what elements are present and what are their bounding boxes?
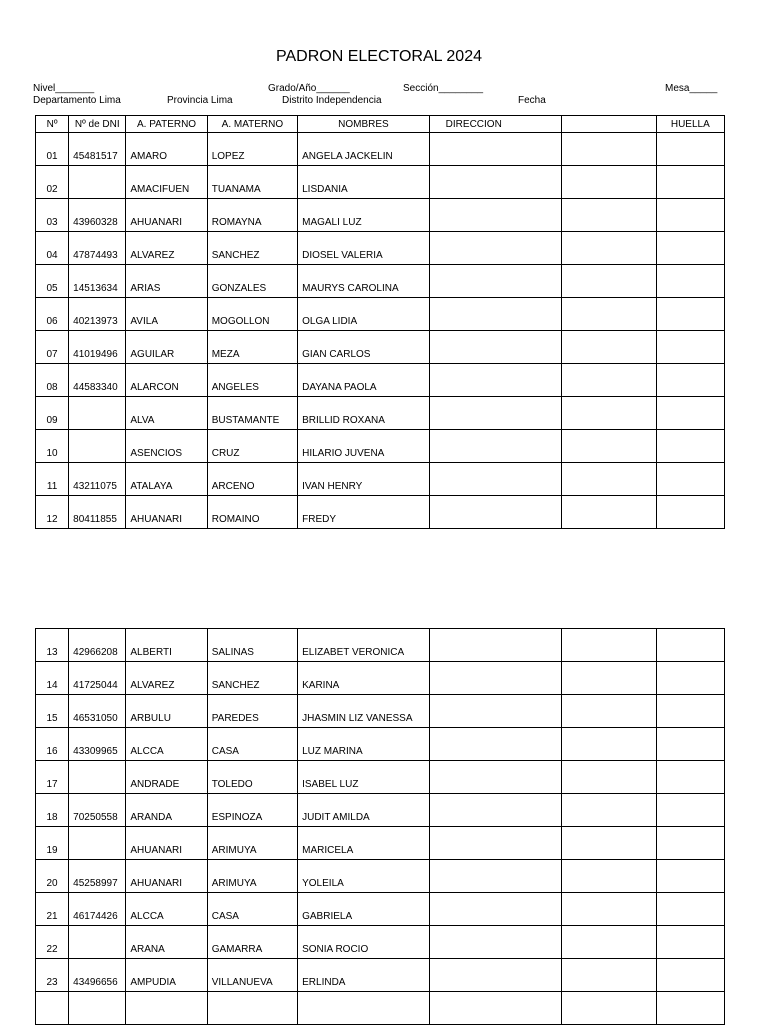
row-number (36, 992, 69, 1025)
row-number: 16 (36, 728, 69, 761)
row-number: 02 (36, 166, 69, 199)
grado-field: Grado/Año______ (268, 83, 350, 94)
materno-cell: LOPEZ (207, 133, 297, 166)
blank-cell (562, 695, 656, 728)
dni-cell: 80411855 (69, 496, 126, 529)
huella-cell (656, 728, 724, 761)
materno-cell: VILLANUEVA (207, 959, 297, 992)
table-row (36, 331, 725, 364)
huella-cell (656, 265, 724, 298)
blank-cell (562, 133, 656, 166)
direccion-cell (429, 827, 562, 860)
nombres-cell: DIOSEL VALERIA (298, 232, 430, 265)
blank-cell (562, 397, 656, 430)
dni-cell (69, 166, 126, 199)
materno-cell: CASA (207, 893, 297, 926)
nombres-cell: SONIA ROCIO (298, 926, 430, 959)
paterno-cell: ALVA (126, 397, 207, 430)
dni-cell: 41019496 (69, 331, 126, 364)
huella-cell (656, 430, 724, 463)
huella-cell (656, 298, 724, 331)
dni-cell: 45258997 (69, 860, 126, 893)
row-number: 07 (36, 331, 69, 364)
huella-cell (656, 992, 724, 1025)
table-row (36, 166, 725, 199)
dni-cell: 43960328 (69, 199, 126, 232)
materno-cell: GAMARRA (207, 926, 297, 959)
row-number: 15 (36, 695, 69, 728)
direccion-cell (429, 761, 562, 794)
paterno-cell: ARANA (126, 926, 207, 959)
huella-cell (656, 695, 724, 728)
table-row (36, 761, 725, 794)
paterno-cell: ALARCON (126, 364, 207, 397)
materno-cell: TOLEDO (207, 761, 297, 794)
materno-cell: ARIMUYA (207, 827, 297, 860)
blank-cell (562, 232, 656, 265)
materno-cell: ARIMUYA (207, 860, 297, 893)
table-row (36, 298, 725, 331)
nombres-cell: ELIZABET VERONICA (298, 629, 430, 662)
dni-cell: 43211075 (69, 463, 126, 496)
row-number: 17 (36, 761, 69, 794)
direccion-cell (429, 629, 562, 662)
paterno-cell: AHUANARI (126, 827, 207, 860)
blank-cell (562, 959, 656, 992)
table-row (36, 232, 725, 265)
nombres-cell: MARICELA (298, 827, 430, 860)
direccion-cell (429, 794, 562, 827)
huella-cell (656, 199, 724, 232)
table-row (36, 794, 725, 827)
direccion-cell (429, 463, 562, 496)
seccion-field: Sección________ (403, 83, 484, 94)
table-row (36, 133, 725, 166)
page-title: PADRON ELECTORAL 2024 (275, 48, 482, 65)
dni-cell (69, 397, 126, 430)
nombres-cell: BRILLID ROXANA (298, 397, 430, 430)
row-number: 05 (36, 265, 69, 298)
materno-cell: BUSTAMANTE (207, 397, 297, 430)
direccion-cell (429, 133, 562, 166)
dni-cell: 47874493 (69, 232, 126, 265)
row-number: 10 (36, 430, 69, 463)
paterno-cell: ALVAREZ (126, 662, 207, 695)
row-number: 22 (36, 926, 69, 959)
nombres-cell: FREDY (298, 496, 430, 529)
row-number: 06 (36, 298, 69, 331)
blank-cell (562, 794, 656, 827)
blank-cell (562, 166, 656, 199)
table-row (36, 959, 725, 992)
table-row (36, 397, 725, 430)
paterno-cell: AHUANARI (126, 860, 207, 893)
huella-cell (656, 232, 724, 265)
nombres-cell: YOLEILA (298, 860, 430, 893)
materno-cell: ROMAYNA (207, 199, 297, 232)
huella-cell (656, 463, 724, 496)
direccion-cell (429, 959, 562, 992)
huella-cell (656, 629, 724, 662)
paterno-cell: ARBULU (126, 695, 207, 728)
blank-cell (562, 298, 656, 331)
table-row (36, 827, 725, 860)
nombres-cell: ANGELA JACKELIN (298, 133, 430, 166)
header-direccion: DIRECCION (429, 116, 562, 133)
table-row (36, 629, 725, 662)
row-number: 01 (36, 133, 69, 166)
huella-cell (656, 827, 724, 860)
nombres-cell: HILARIO JUVENA (298, 430, 430, 463)
mesa-field: Mesa_____ (665, 83, 718, 94)
paterno-cell: ALVAREZ (126, 232, 207, 265)
nombres-cell: GABRIELA (298, 893, 430, 926)
blank-cell (562, 662, 656, 695)
huella-cell (656, 860, 724, 893)
nombres-cell: JHASMIN LIZ VANESSA (298, 695, 430, 728)
materno-cell: SANCHEZ (207, 662, 297, 695)
direccion-cell (429, 331, 562, 364)
huella-cell (656, 331, 724, 364)
materno-cell: MOGOLLON (207, 298, 297, 331)
table-row (36, 695, 725, 728)
blank-cell (562, 992, 656, 1025)
huella-cell (656, 166, 724, 199)
huella-cell (656, 959, 724, 992)
nombres-cell: OLGA LIDIA (298, 298, 430, 331)
dni-cell (69, 992, 126, 1025)
direccion-cell (429, 728, 562, 761)
row-number: 20 (36, 860, 69, 893)
blank-cell (562, 860, 656, 893)
blank-cell (562, 199, 656, 232)
header-dni: Nº de DNI (69, 116, 126, 133)
distrito-label: Distrito Independencia (282, 95, 382, 106)
blank-cell (562, 893, 656, 926)
nombres-cell: JUDIT AMILDA (298, 794, 430, 827)
nombres-cell: GIAN CARLOS (298, 331, 430, 364)
row-number: 04 (36, 232, 69, 265)
nombres-cell: MAURYS CAROLINA (298, 265, 430, 298)
fecha-label: Fecha (518, 95, 546, 106)
paterno-cell: AGUILAR (126, 331, 207, 364)
materno-cell: CASA (207, 728, 297, 761)
huella-cell (656, 397, 724, 430)
blank-cell (562, 364, 656, 397)
row-number: 12 (36, 496, 69, 529)
dni-cell (69, 430, 126, 463)
dni-cell: 44583340 (69, 364, 126, 397)
paterno-cell: ALCCA (126, 728, 207, 761)
dni-cell: 46531050 (69, 695, 126, 728)
materno-cell: SANCHEZ (207, 232, 297, 265)
table-row (36, 926, 725, 959)
direccion-cell (429, 298, 562, 331)
blank-cell (562, 496, 656, 529)
row-number: 21 (36, 893, 69, 926)
dni-cell: 14513634 (69, 265, 126, 298)
dni-cell: 45481517 (69, 133, 126, 166)
dni-cell (69, 926, 126, 959)
materno-cell: ROMAINO (207, 496, 297, 529)
materno-cell: TUANAMA (207, 166, 297, 199)
row-number: 03 (36, 199, 69, 232)
paterno-cell: AHUANARI (126, 199, 207, 232)
materno-cell: SALINAS (207, 629, 297, 662)
dni-cell: 40213973 (69, 298, 126, 331)
row-number: 13 (36, 629, 69, 662)
huella-cell (656, 926, 724, 959)
paterno-cell: AMACIFUEN (126, 166, 207, 199)
row-number: 23 (36, 959, 69, 992)
direccion-cell (429, 166, 562, 199)
dni-cell (69, 827, 126, 860)
table-row (36, 430, 725, 463)
materno-cell: ANGELES (207, 364, 297, 397)
blank-cell (562, 463, 656, 496)
row-number: 14 (36, 662, 69, 695)
paterno-cell: AMPUDIA (126, 959, 207, 992)
paterno-cell: ALBERTI (126, 629, 207, 662)
header-paterno: A. PATERNO (126, 116, 207, 133)
header-blank (562, 116, 656, 133)
paterno-cell: AMARO (126, 133, 207, 166)
nombres-cell: MAGALI LUZ (298, 199, 430, 232)
nombres-cell: DAYANA PAOLA (298, 364, 430, 397)
materno-cell: PAREDES (207, 695, 297, 728)
header-huella: HUELLA (656, 116, 724, 133)
table-row (36, 364, 725, 397)
nombres-cell: LUZ MARINA (298, 728, 430, 761)
materno-cell: ARCENO (207, 463, 297, 496)
table-row (36, 992, 725, 1025)
row-number: 08 (36, 364, 69, 397)
huella-cell (656, 794, 724, 827)
paterno-cell: AVILA (126, 298, 207, 331)
direccion-cell (429, 199, 562, 232)
direccion-cell (429, 893, 562, 926)
row-number: 18 (36, 794, 69, 827)
blank-cell (562, 430, 656, 463)
huella-cell (656, 364, 724, 397)
paterno-cell: ALCCA (126, 893, 207, 926)
direccion-cell (429, 364, 562, 397)
blank-cell (562, 761, 656, 794)
table-row (36, 662, 725, 695)
paterno-cell: ASENCIOS (126, 430, 207, 463)
direccion-cell (429, 496, 562, 529)
table-row (36, 199, 725, 232)
paterno-cell: ARANDA (126, 794, 207, 827)
nombres-cell: ERLINDA (298, 959, 430, 992)
voter-roll-table-page1 (35, 115, 725, 529)
materno-cell: CRUZ (207, 430, 297, 463)
table-row (36, 728, 725, 761)
materno-cell: GONZALES (207, 265, 297, 298)
dni-cell (69, 761, 126, 794)
paterno-cell (126, 992, 207, 1025)
table-row (36, 463, 725, 496)
dni-cell: 42966208 (69, 629, 126, 662)
direccion-cell (429, 992, 562, 1025)
direccion-cell (429, 232, 562, 265)
huella-cell (656, 893, 724, 926)
dni-cell: 43309965 (69, 728, 126, 761)
blank-cell (562, 331, 656, 364)
dni-cell: 41725044 (69, 662, 126, 695)
direccion-cell (429, 860, 562, 893)
paterno-cell: ATALAYA (126, 463, 207, 496)
table-row (36, 496, 725, 529)
nombres-cell: LISDANIA (298, 166, 430, 199)
direccion-cell (429, 397, 562, 430)
direccion-cell (429, 926, 562, 959)
departamento-label: Departamento Lima (33, 95, 121, 106)
direccion-cell (429, 430, 562, 463)
table-row (36, 860, 725, 893)
header-materno: A. MATERNO (207, 116, 297, 133)
nombres-cell: IVAN HENRY (298, 463, 430, 496)
direccion-cell (429, 695, 562, 728)
nombres-cell (298, 992, 430, 1025)
row-number: 09 (36, 397, 69, 430)
dni-cell: 46174426 (69, 893, 126, 926)
huella-cell (656, 133, 724, 166)
paterno-cell: ARIAS (126, 265, 207, 298)
huella-cell (656, 662, 724, 695)
materno-cell: MEZA (207, 331, 297, 364)
blank-cell (562, 827, 656, 860)
provincia-label: Provincia Lima (167, 95, 233, 106)
header-nombres: NOMBRES (298, 116, 430, 133)
huella-cell (656, 496, 724, 529)
direccion-cell (429, 265, 562, 298)
blank-cell (562, 629, 656, 662)
huella-cell (656, 761, 724, 794)
nombres-cell: ISABEL LUZ (298, 761, 430, 794)
materno-cell: ESPINOZA (207, 794, 297, 827)
table-header-row (36, 116, 725, 133)
header-number: Nº (36, 116, 69, 133)
paterno-cell: AHUANARI (126, 496, 207, 529)
dni-cell: 43496656 (69, 959, 126, 992)
materno-cell (207, 992, 297, 1025)
nombres-cell: KARINA (298, 662, 430, 695)
blank-cell (562, 926, 656, 959)
paterno-cell: ANDRADE (126, 761, 207, 794)
blank-cell (562, 265, 656, 298)
table-row (36, 893, 725, 926)
table-row (36, 265, 725, 298)
row-number: 11 (36, 463, 69, 496)
dni-cell: 70250558 (69, 794, 126, 827)
row-number: 19 (36, 827, 69, 860)
blank-cell (562, 728, 656, 761)
direccion-cell (429, 662, 562, 695)
nivel-field: Nivel_______ (33, 83, 95, 94)
voter-roll-table-page2 (35, 628, 725, 1025)
